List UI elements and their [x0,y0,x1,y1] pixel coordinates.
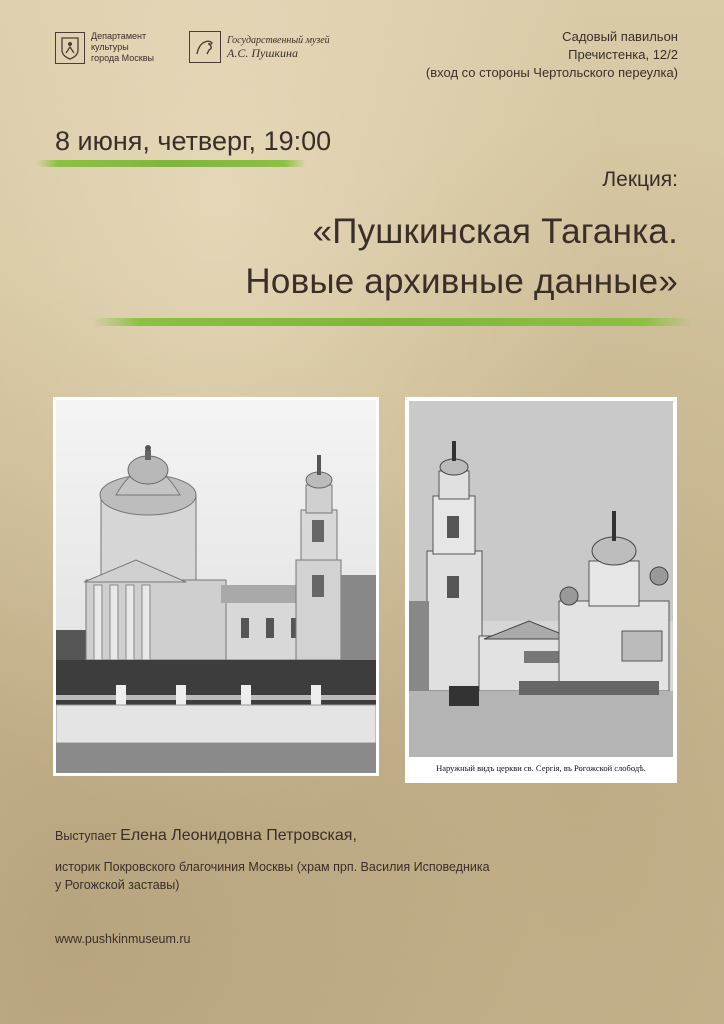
event-date: 8 июня, четверг, 19:00 [55,126,332,156]
lecture-title-line-2: Новые архивные данные» [245,262,678,301]
speaker-name: Елена Леонидовна Петровская, [120,827,357,844]
museum-logo-line-2: А.С. Пушкина [227,46,298,60]
engraving-caption: Наружный видъ церкви св. Сергія, въ Рогожской слободѣ. [436,763,646,773]
speaker-line [55,827,357,845]
venue-address [426,28,678,82]
speaker-desc-line-2: у Рогожской заставы) [55,878,180,892]
speaker-desc-line-1: историк Покровского благочиния Москвы (храм прп. Василия Исповедника [55,860,490,874]
dept-logo-line-1: Департамент [91,31,147,41]
museum-logo-line-1: Государственный музей [227,35,330,46]
church-engraving-right [405,397,677,783]
venue-line-1: Садовый павильон [562,29,678,44]
speaker-prefix: Выступает [55,829,117,843]
title-underline-brush [92,318,692,326]
museum-website-link[interactable]: www.pushkinmuseum.ru [55,932,191,946]
moscow-coat-of-arms-icon [55,32,85,64]
church-photo-left [53,397,379,776]
speaker-description [55,858,490,894]
lecture-label: Лекция: [602,168,678,191]
dept-culture-logo [55,31,154,64]
venue-line-2: Пречистенка, 12/2 [568,47,678,62]
dept-logo-line-2: культуры [91,42,129,52]
date-underline-brush [36,160,306,167]
pushkin-horse-icon [189,31,221,63]
pushkin-museum-logo [189,31,330,63]
lecture-title-line-1: «Пушкинская Таганка. [312,212,678,251]
venue-line-3: (вход со стороны Чертольского переулка) [425,65,678,80]
dept-logo-line-3: города Москвы [91,53,154,63]
